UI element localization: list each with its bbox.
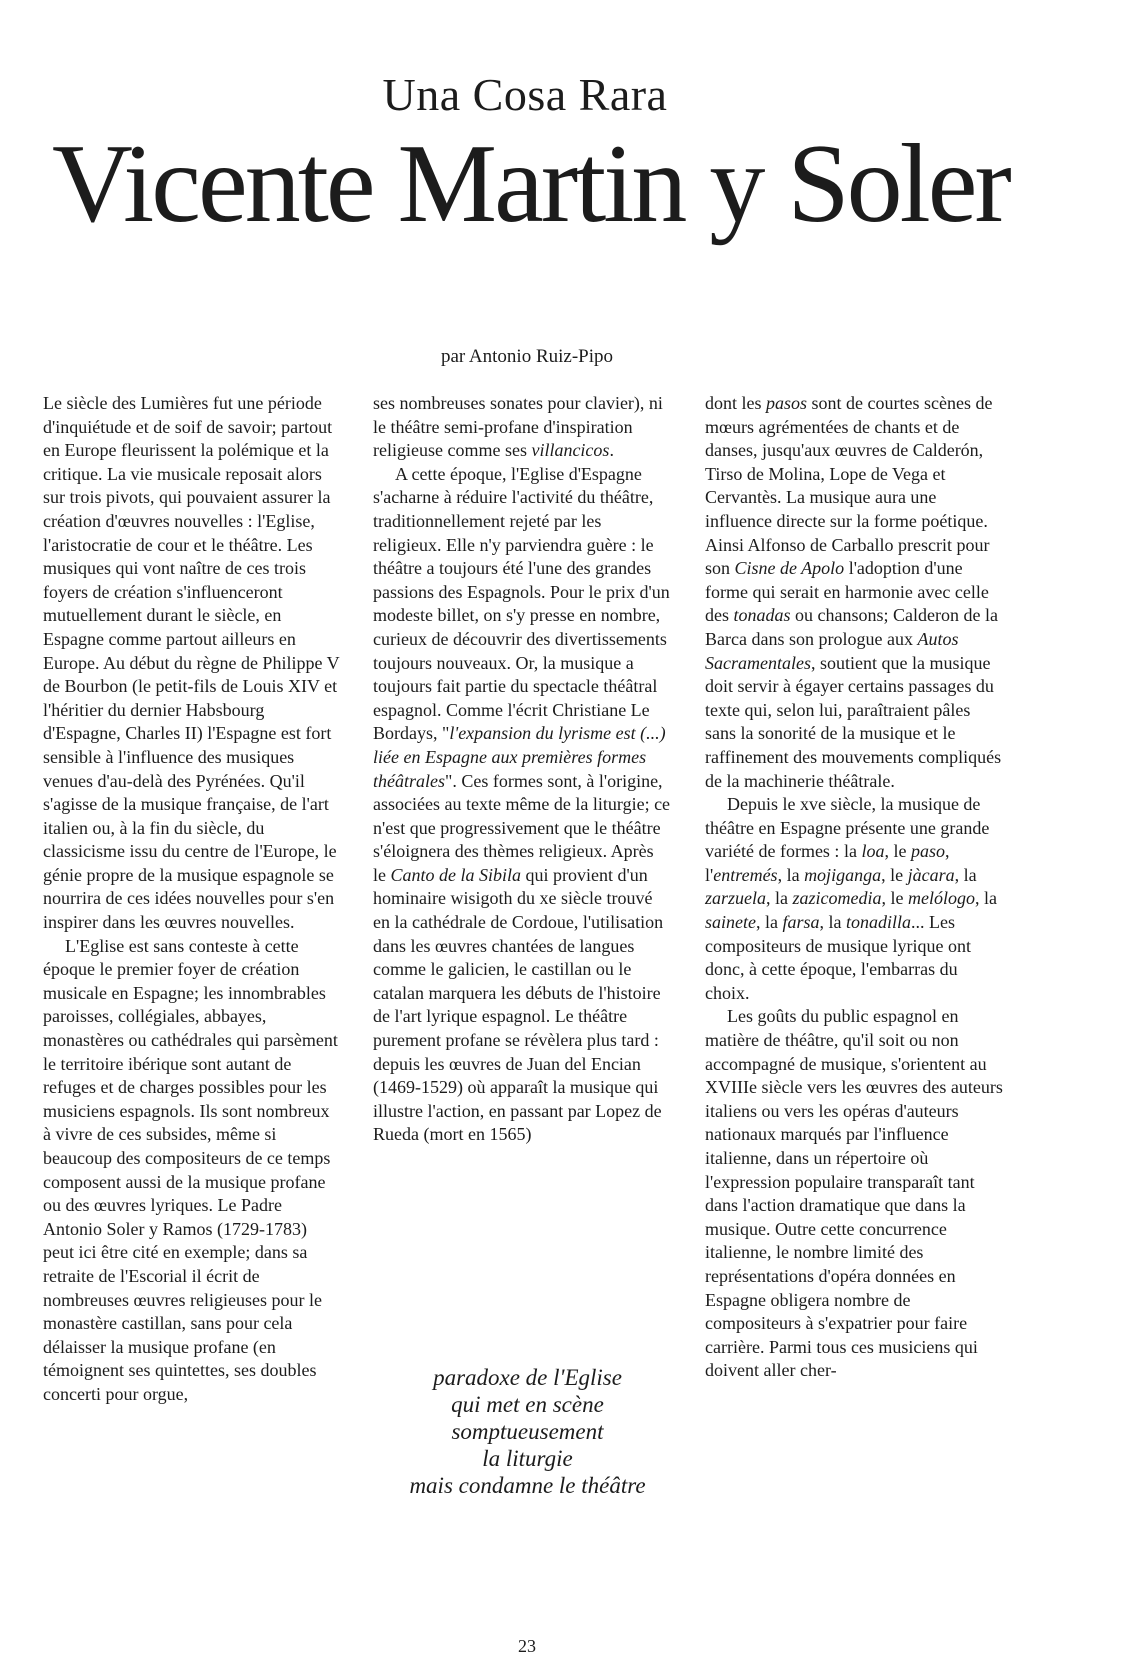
text-run: , la [975, 888, 998, 909]
text-run: , la [819, 912, 847, 933]
text-column-3 [705, 392, 1003, 1383]
italic-run: Autos Sacramentales [705, 628, 959, 673]
italic-run: Cisne de Apolo [734, 558, 845, 579]
pull-quote-line: somptueusement [451, 1419, 604, 1444]
italic-run: zarzuela [705, 888, 767, 909]
text-run: sont de courtes scènes de mœurs agrémentées de chants et de danses, jusqu'aux œuvres de Calderón, Tirso de Molina, Lope de Vega et Cervantès. La musique aura une influence directe sur la forme poétique. Ainsi Alfonso de Carballo prescrit pour son [705, 393, 993, 579]
text-run: , la [777, 864, 805, 885]
text-run: ". Ces formes sont, à l'origine, associées au texte même de la liturgie; ce n'est que progressivement que le théâtre s'éloignera des thèmes religieux. Après le [373, 770, 671, 885]
text-run: ou chansons; Calderon de la Barca dans son prologue aux [705, 605, 998, 649]
text-run: Depuis le xve siècle, la musique de théâtre en Espagne présente une grande variété de formes : la [705, 794, 990, 862]
italic-run: l'expansion du lyrisme est (...) liée en Espagne aux premières formes théâtrales [373, 723, 666, 791]
pull-quote [370, 1364, 685, 1499]
text-run: , le [881, 864, 908, 885]
italic-run: loa [861, 841, 885, 862]
text-run: . [609, 440, 614, 461]
pull-quote-line: la liturgie [482, 1446, 573, 1471]
paragraph: Les goûts du public espagnol en matière de théâtre, qu'il soit ou non accompagné de musique, s'orientent au XVIIIe siècle vers les œuvres des auteurs italiens ou vers les opéras d'auteurs nationaux marqués par l'influence italienne, dans un répertoire où l'expression populaire transparaît tant dans l'action dramatique que dans la musique. Outre cette concurrence italienne, le nombre limité des représentations d'opéra données en Espagne obligera nombre de compositeurs à s'expatrier pour faire carrière. Parmi tous ces musiciens qui doivent aller cher- [705, 1006, 1003, 1381]
text-column-1 [43, 392, 341, 1407]
text-run: , la [756, 912, 783, 933]
article-title: Vicente Martin y Soler [52, 122, 1009, 246]
italic-run: entremés [713, 864, 778, 885]
italic-run: pasos [766, 393, 808, 413]
italic-run: mojiganga [804, 864, 882, 885]
text-run: , la [954, 864, 977, 885]
text-run: dont les [705, 393, 766, 413]
paragraph [705, 392, 1003, 793]
text-run: , la [766, 888, 793, 909]
italic-run: sainete [705, 912, 756, 933]
page-number: 23 [518, 1636, 536, 1656]
text-run: qui provient d'un hominaire wisigoth du xe siècle trouvé en la cathédrale de Cordoue, l'utilisation dans les œuvres chantées de langues comme le galicien, le castillan ou le catalan marquera les débuts de l'histoire de l'art lyrique espagnol. Le théâtre purement profane se révèlera plus tard : depuis les œuvres de Juan del Encian (1469-1529) où apparaît la musique qui illustre l'action, en passant par Lopez de Rueda (mort en 1565) [373, 864, 664, 1145]
italic-run: villancicos [531, 440, 610, 461]
text-column-2 [373, 392, 671, 1147]
text-run: , soutient que la musique doit servir à égayer certains passages du texte qui, selon lui, paraîtraient pâles sans la sonorité de la musique et le raffinement des mouvements compliqués de la machinerie théâtrale. [705, 652, 1002, 791]
text-run: l'adoption d'une forme qui serait en harmonie avec celle des [705, 558, 989, 626]
paragraph [373, 392, 671, 463]
italic-run: tonadilla [846, 912, 912, 933]
paragraph [705, 793, 1003, 1005]
italic-run: Canto de la Sibila [390, 864, 521, 885]
pull-quote-line: paradoxe de l'Eglise [433, 1365, 622, 1390]
italic-run: zazicomedia [792, 888, 882, 909]
article-subtitle: Una Cosa Rara [382, 69, 668, 120]
text-run: , l' [705, 841, 950, 885]
paragraph [373, 463, 671, 1147]
paragraph: L'Eglise est sans conteste à cette époque le premier foyer de création musicale en Espagne; les innombrables paroisses, collégiales, abbayes, monastères ou cathédrales qui parsèment le territoire ibérique sont autant de refuges et de charges possibles pour les musiciens espagnols. Ils sont nombreux à vivre de ces subsides, même si beaucoup des compositeurs de ce temps composent aussi de la musique profane ou des œuvres lyriques. Le Padre Antonio Soler y Ramos (1729-1783) peut ici être cité en exemple; dans sa retraite de l'Escorial il écrit de nombreuses œuvres religieuses pour le monastère castillan, sans pour cela délaisser la musique profane (en témoignent ses quintettes, ses doubles concerti pour orgue, [43, 935, 338, 1404]
text-run: ses nombreuses sonates pour clavier), ni le théâtre semi-profane d'inspiration religieuse comme ses [373, 393, 663, 461]
text-run: , le [881, 888, 909, 909]
byline: par Antonio Ruiz-Pipo [440, 346, 614, 367]
text-run: A cette époque, l'Eglise d'Espagne s'acharne à réduire l'activité du théâtre, traditionnellement rejeté par les religieux. Elle n'y parviendra guère : le théâtre a toujours été l'une des grandes passions des Espagnols. Pour le prix d'un modeste billet, on s'y presse en nombre, curieux de découvrir des divertissements toujours nouveaux. Or, la musique a toujours fait partie du spectacle théâtral espagnol. Comme l'écrit Christiane Le Bordays, " [373, 463, 670, 744]
pull-quote-line: qui met en scène [451, 1392, 604, 1417]
paragraph: Le siècle des Lumières fut une période d'inquiétude et de soif de savoir; partout en Europe fleurissent la polémique et la critique. La vie musicale reposait alors sur trois pivots, qui pouvaient assurer la création d'œuvres nouvelles : l'Eglise, l'aristocratie de cour et le théâtre. Les musiques qui vont naître de ces trois foyers de création s'influenceront mutuellement durant le siècle, en Espagne comme partout ailleurs en Europe. Au début du règne de Philippe V de Bourbon (le petit-fils de Louis XIV et l'héritier du dernier Habsbourg d'Espagne, Charles II) l'Espagne est fort sensible à l'influence des musiques venues d'au-delà des Pyrénées. Qu'il s'agisse de la musique française, de l'art italien ou, à la fin du siècle, du classicisme issu du centre de l'Europe, le génie propre de la musique espagnole se nourrira de ces idées nouvelles pour s'en inspirer dans les œuvres nouvelles. [43, 393, 340, 933]
pull-quote-line: mais condamne le théâtre [409, 1473, 646, 1498]
text-run: , le [884, 841, 911, 862]
italic-run: jàcara [907, 864, 955, 885]
italic-run: melólogo [908, 888, 976, 909]
italic-run: tonadas [733, 605, 791, 626]
italic-run: paso [910, 841, 945, 862]
text-run: ... Les compositeurs de musique lyrique ont donc, à cette époque, l'embarras du choix. [705, 912, 971, 1003]
italic-run: farsa [782, 912, 820, 933]
